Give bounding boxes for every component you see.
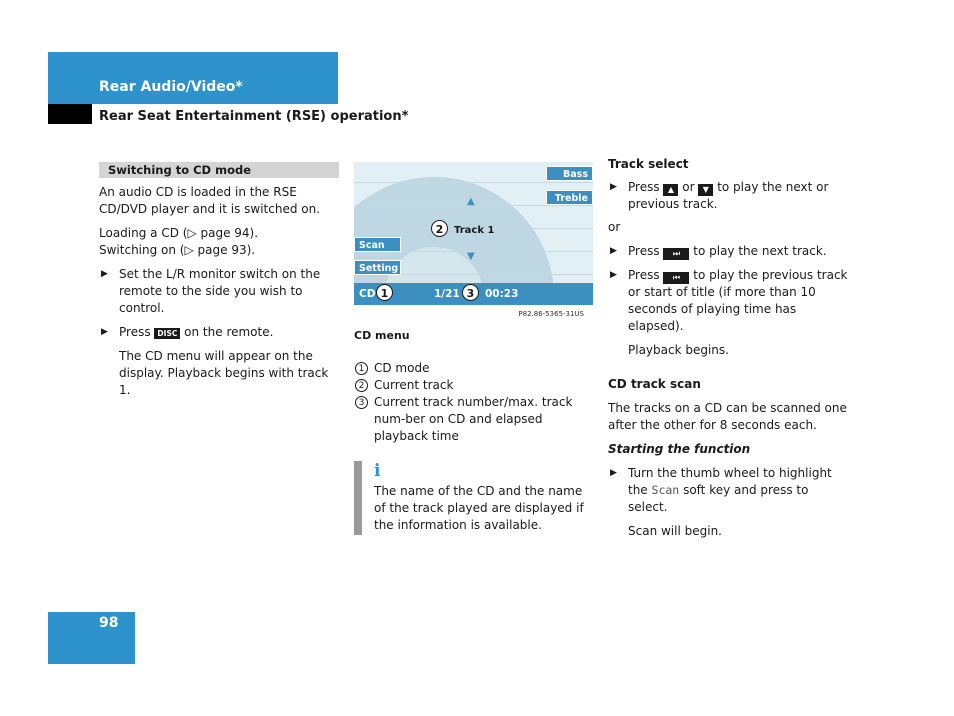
note-text: The name of the CD and the name of the track played are displayed if the information is available. (374, 484, 584, 532)
scan-softkey: Scan (354, 237, 401, 252)
bullet-arrow-icon: ▶ (610, 270, 617, 280)
step-scan: ▶ Turn the thumb wheel to highlight the Scan soft key and press to select. (610, 466, 832, 514)
section-title: Rear Seat Entertainment (RSE) operation* (99, 109, 409, 124)
bullet-arrow-icon: ▶ (101, 269, 108, 279)
down-key-icon: ▼ (698, 184, 713, 196)
page-number-box (48, 612, 135, 664)
callout-3: 3 (462, 284, 479, 301)
middle-column (354, 162, 594, 534)
bullet-arrow-icon: ▶ (101, 327, 108, 337)
left-column (99, 162, 339, 406)
playback-begins-text: Playback begins. (628, 343, 729, 357)
number-circle: 3 (355, 396, 368, 409)
legend-item: 3 Current track number/max. track num-ber on CD and elapsed playback time (354, 394, 594, 445)
switching-cd-heading: Switching to CD mode (99, 162, 339, 178)
callout-2: 2 (431, 220, 448, 237)
track-label: Track 1 (454, 225, 495, 236)
bullet-arrow-icon: ▶ (610, 468, 617, 478)
chapter-title: Rear Audio/Video* (99, 79, 243, 95)
starting-function-heading: Starting the function (608, 442, 751, 456)
note-sidebar (354, 461, 362, 535)
skip-forward-key-icon: ⏭ (663, 248, 689, 260)
switching-reference: Switching on (▷ page 93). (99, 243, 256, 257)
down-arrow-icon: ▼ (467, 251, 475, 262)
disc-key: DISC (154, 328, 180, 339)
skip-back-key-icon: ⏮ (663, 272, 689, 284)
treble-softkey: Treble (546, 190, 593, 205)
step-previous-track: ▶ Press ⏮ to play the previous track or start of title (if more than 10 seconds of playing time has elapsed). (610, 268, 848, 333)
info-note (354, 461, 594, 534)
scan-intro-text: The tracks on a CD can be scanned one after the other for 8 seconds each. (608, 401, 847, 432)
image-code: P82.86-5365-31US (518, 310, 584, 318)
callout-1: 1 (376, 284, 393, 301)
number-circle: 2 (355, 379, 368, 392)
chapter-tab (48, 52, 338, 104)
cd-menu-caption: CD menu (354, 329, 410, 342)
up-key-icon: ▲ (663, 184, 678, 196)
bullet-arrow-icon: ▶ (610, 246, 617, 256)
loading-reference: Loading a CD (▷ page 94). (99, 226, 259, 240)
number-circle: 1 (355, 362, 368, 375)
cd-track-scan-heading: CD track scan (608, 377, 701, 391)
page-number: 98 (99, 615, 119, 631)
section-marker (48, 104, 92, 124)
step-press-disc: ▶ Press DISC on the remote. (101, 325, 274, 339)
mode-label: CD (359, 288, 376, 300)
info-icon: i (374, 461, 381, 481)
track-count: 1/21 (434, 288, 460, 300)
setting-softkey: Setting (354, 260, 401, 275)
legend-item: 1 CD mode (354, 360, 594, 377)
step-monitor-switch: ▶ Set the L/R monitor switch on the remote to the side you wish to control. (101, 267, 321, 315)
right-column (608, 156, 848, 547)
up-arrow-icon: ▲ (467, 196, 475, 207)
step-up-down: ▶ Press ▲ or ▼ to play the next or previous track. (610, 180, 829, 211)
scan-result-text: Scan will begin. (628, 524, 722, 538)
intro-text: An audio CD is loaded in the RSE CD/DVD player and it is switched on. (99, 185, 321, 216)
elapsed-time: 00:23 (485, 288, 519, 300)
track-select-heading: Track select (608, 157, 689, 171)
scan-softkey-name: Scan (651, 483, 680, 497)
legend-item: 2 Current track (354, 377, 594, 394)
step-next-track: ▶ Press ⏭ to play the next track. (610, 244, 827, 258)
bullet-arrow-icon: ▶ (610, 182, 617, 192)
result-text: The CD menu will appear on the display. Playback begins with track 1. (119, 349, 329, 397)
or-text: or (608, 220, 621, 234)
cd-menu-screen (354, 162, 593, 305)
bass-softkey: Bass (546, 166, 593, 181)
